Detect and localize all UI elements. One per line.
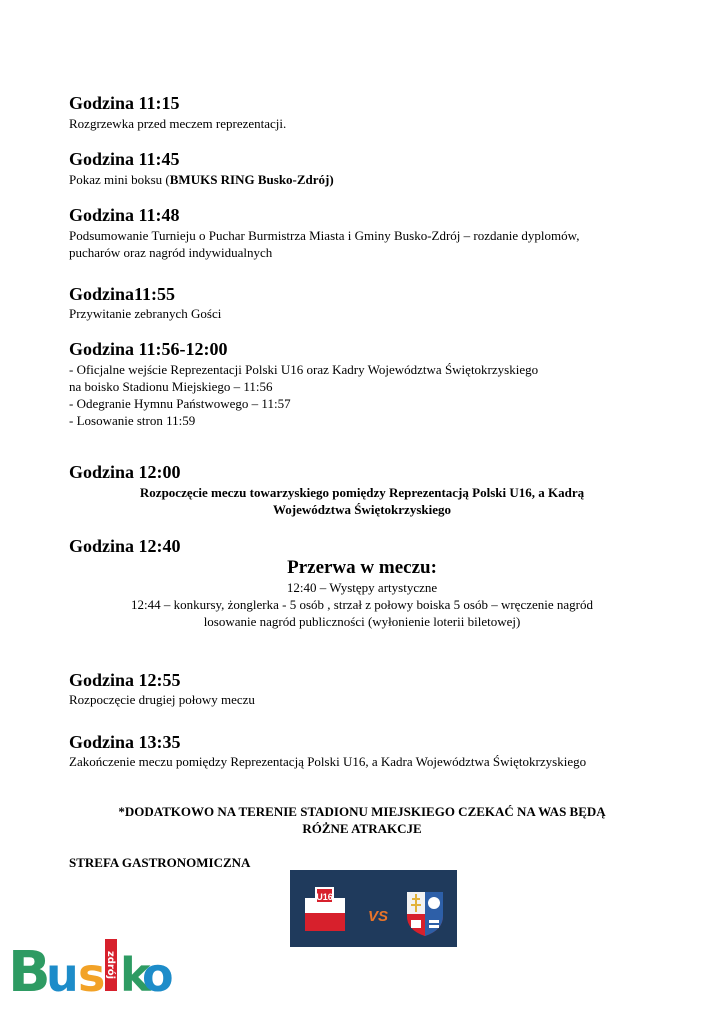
heading-1148: Godzina 11:48	[69, 205, 180, 225]
notice-line-2: RÓŻNE ATRAKCJE	[302, 821, 422, 836]
heading-1240: Godzina 12:40	[69, 536, 181, 556]
u16-badge: U16	[316, 892, 333, 902]
match-banner	[290, 870, 457, 947]
heading-1200: Godzina 12:00	[69, 462, 181, 482]
heading-1335: Godzina 13:35	[69, 732, 181, 752]
heading-1155: Godzina11:55	[69, 284, 176, 304]
heading-1156-1200: Godzina 11:56-12:00	[69, 339, 228, 359]
text-halftime-2: 12:44 – konkursy, żonglerka - 5 osób , strzał z połowy boiska 5 osób – wręczenie nagród	[131, 597, 593, 612]
text-match-start-2: Województwa Świętokrzyskiego	[272, 502, 451, 517]
coat-of-arms-icon	[407, 892, 443, 936]
match-banner-graphic	[290, 870, 457, 947]
logo-letter-s: s	[78, 948, 106, 1000]
busko-zdroj-logo	[8, 935, 176, 1000]
text-summary-2: pucharów oraz nagród indywidualnych	[69, 245, 273, 260]
heading-1115: Godzina 11:15	[69, 93, 180, 113]
text-entry-2: na boisko Stadionu Miejskiego – 11:56	[69, 379, 273, 394]
logo-letter-u: u	[46, 948, 79, 1000]
text-draw: - Losowanie stron 11:59	[69, 413, 196, 428]
logo-letter-o: o	[142, 948, 174, 1000]
gastro-label: STREFA GASTRONOMICZNA	[69, 855, 251, 870]
text-halftime-1: 12:40 – Występy artystyczne	[286, 580, 438, 595]
text-match-start-1: Rozpoczęcie meczu towarzyskiego pomiędzy Reprezentacją Polski U16, a Kadrą	[139, 485, 585, 500]
vs-label: VS	[367, 908, 389, 925]
logo-letter-b: B	[8, 940, 51, 1000]
heading-1145: Godzina 11:45	[69, 149, 180, 169]
logo-zdroj-text: zdrój	[105, 950, 116, 980]
heading-1255: Godzina 12:55	[69, 670, 181, 690]
logo-letter-k: k	[120, 948, 151, 1000]
text-boxing-club: BMUKS RING Busko-Zdrój)	[169, 172, 334, 187]
text-warmup: Rozgrzewka przed meczem reprezentacji.	[69, 116, 287, 131]
text-entry-1: - Oficjalne wejście Reprezentacji Polski U16 oraz Kadry Województwa Świętokrzyskiego	[69, 362, 539, 377]
text-anthem: - Odegranie Hymnu Państwowego – 11:57	[69, 396, 291, 411]
text-summary-1: Podsumowanie Turnieju o Puchar Burmistrza Miasta i Gminy Busko-Zdrój – rozdanie dyplomów,	[69, 228, 580, 243]
text-boxing-pre: Pokaz mini boksu (	[69, 172, 170, 187]
text-match-end: Zakończenie meczu pomiędzy Reprezentacją Polski U16, a Kadra Województwa Świętokrzyskiego	[69, 754, 587, 769]
text-second-half: Rozpoczęcie drugiej połowy meczu	[69, 692, 255, 707]
text-boxing	[69, 171, 334, 188]
text-halftime-3: losowanie nagród publiczności (wyłonienie loterii biletowej)	[203, 614, 521, 629]
notice-line-1: *DODATKOWO NA TERENIE STADIONU MIEJSKIEGO CZEKAĆ NA WAS BĘDĄ	[118, 804, 606, 819]
busko-logo-graphic	[8, 935, 176, 1000]
halftime-heading: Przerwa w meczu:	[287, 557, 437, 578]
text-welcome: Przywitanie zebranych Gości	[69, 306, 222, 321]
